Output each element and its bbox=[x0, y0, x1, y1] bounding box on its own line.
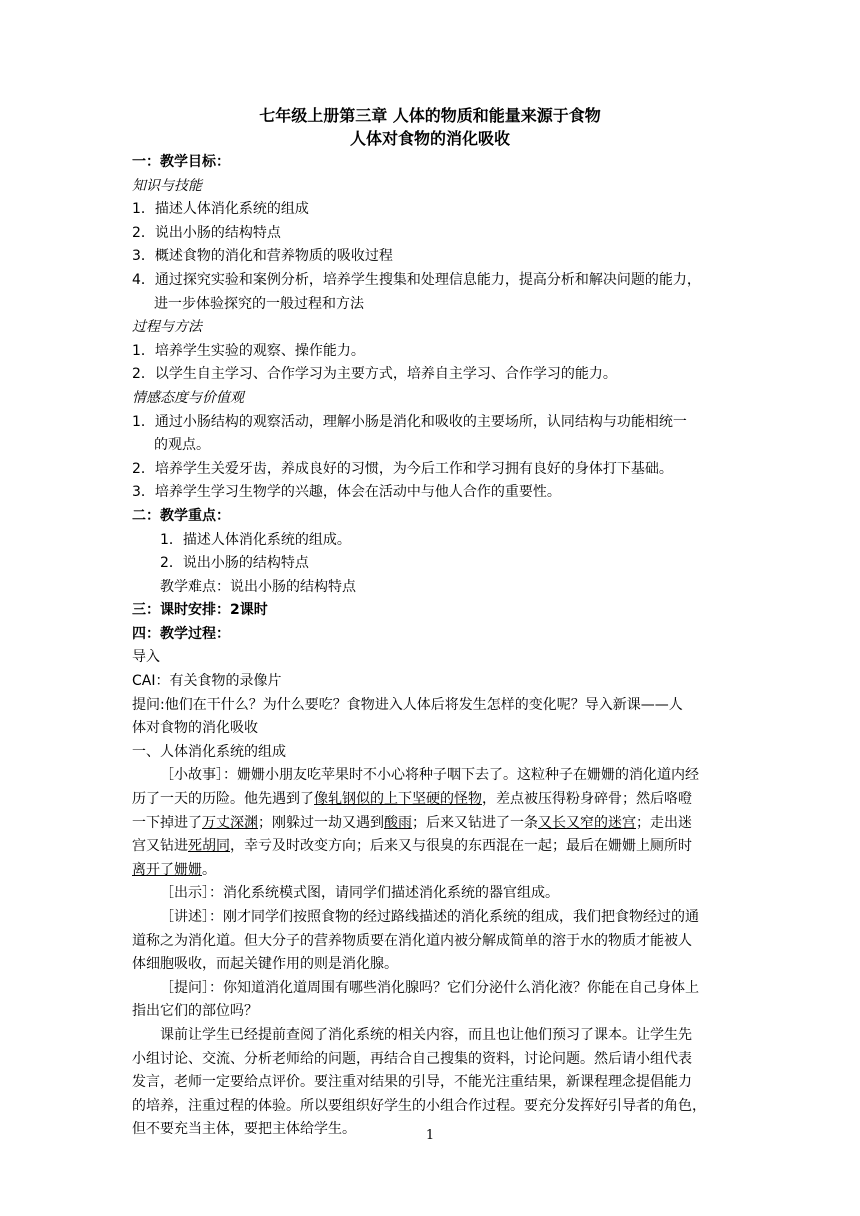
document-body bbox=[132, 151, 732, 1142]
document-subtitle: 人体对食物的消化吸收 bbox=[349, 129, 510, 148]
ask-line: 指出它们的部位吗？ bbox=[132, 1003, 258, 1020]
underlined-phrase: 死胡同 bbox=[188, 838, 230, 855]
question-line: 体对食物的消化吸收 bbox=[132, 720, 258, 737]
underlined-phrase: 离开了姗姗 bbox=[132, 861, 202, 878]
section-heading-process: 四：教学过程： bbox=[132, 625, 230, 642]
story-line: 宫又钻进死胡同，幸亏及时改变方向；后来又与很臭的东西混在一起；最后在姗姗上厕所时 bbox=[132, 838, 692, 855]
list-item: 2．以学生自主学习、合作学习为主要方式，培养自主学习、合作学习的能力。 bbox=[132, 366, 617, 383]
list-item: 2．说出小肠的结构特点 bbox=[160, 555, 309, 572]
difficulty-text: 教学难点：说出小肠的结构特点 bbox=[160, 578, 356, 595]
document-title: 七年级上册第三章 人体的物质和能量来源于食物 bbox=[259, 106, 601, 125]
cai-line: CAI：有关食物的录像片 bbox=[132, 673, 282, 690]
list-item-continuation: 的观点。 bbox=[154, 437, 210, 454]
list-item: 1．通过小肠结构的观察活动，理解小肠是消化和吸收的主要场所，认同结构与功能相统一 bbox=[132, 413, 687, 430]
note-line: 发言，老师一定要给点评价。要注重对结果的引导，不能光注重结果，新课程理念提倡能力 bbox=[132, 1074, 692, 1091]
underlined-phrase: 万丈深渊 bbox=[202, 814, 258, 831]
note-line: 的培养，注重过程的体验。所以要组织好学生的小组合作过程。要充分发挥好引导者的角色， bbox=[132, 1097, 706, 1114]
ask-line: ［提问］：你知道消化道周围有哪些消化腺吗？它们分泌什么消化液？你能在自己身体上 bbox=[160, 979, 699, 996]
list-item: 2．培养学生关爱牙齿，养成良好的习惯，为今后工作和学习拥有良好的身体打下基础。 bbox=[132, 460, 673, 477]
lecture-line: 道称之为消化道。但大分子的营养物质要在消化道内被分解成简单的溶于水的物质才能被人 bbox=[132, 932, 692, 949]
intro-label: 导入 bbox=[132, 649, 160, 666]
section-heading-objectives: 一：教学目标： bbox=[132, 154, 230, 170]
list-item: 1．描述人体消化系统的组成 bbox=[132, 201, 309, 218]
story-line: ［小故事］：姗姗小朋友吃苹果时不小心将种子咽下去了。这粒种子在姗姗的消化道内经 bbox=[160, 767, 699, 784]
list-item: 3．培养学生学习生物学的兴趣，体会在活动中与他人合作的重要性。 bbox=[132, 484, 561, 501]
list-item: 1．培养学生实验的观察、操作能力。 bbox=[132, 342, 365, 359]
underlined-phrase: 像轧钢似的上下坚硬的怪物 bbox=[314, 791, 482, 808]
list-item-continuation: 进一步体验探究的一般过程和方法 bbox=[154, 295, 364, 312]
list-item: 4．通过探究实验和案例分析，培养学生搜集和处理信息能力，提高分析和解决问题的能力， bbox=[132, 271, 701, 288]
story-line: 离开了姗姗。 bbox=[132, 861, 216, 878]
subheading-knowledge: 知识与技能 bbox=[132, 177, 202, 194]
story-line: 一下掉进了万丈深渊；刚躲过一劫又遇到酸雨；后来又钻进了一条又长又窄的迷宫；走出迷 bbox=[132, 814, 692, 831]
underlined-phrase: 酸雨 bbox=[384, 814, 412, 831]
lecture-line: ［讲述］：刚才同学们按照食物的经过路线描述的消化系统的组成，我们把食物经过的通 bbox=[160, 909, 699, 925]
list-item: 2．说出小肠的结构特点 bbox=[132, 224, 281, 241]
list-item: 1．描述人体消化系统的组成。 bbox=[160, 531, 351, 548]
list-item: 3．概述食物的消化和营养物质的吸收过程 bbox=[132, 248, 393, 265]
subheading-emotion: 情感态度与价值观 bbox=[132, 389, 244, 406]
underlined-phrase: 又长又窄的迷宫 bbox=[538, 814, 636, 831]
show-line: ［出示］：消化系统模式图，请同学们描述消化系统的器官组成。 bbox=[160, 885, 559, 902]
section-heading-key-points: 二：教学重点： bbox=[132, 507, 230, 524]
lecture-line: 体细胞吸收，而起关键作用的则是消化腺。 bbox=[132, 956, 398, 973]
page-number: 1 bbox=[425, 1128, 435, 1143]
story-line: 历了一天的历险。他先遇到了像轧钢似的上下坚硬的怪物，差点被压得粉身碎骨；然后咯噔 bbox=[132, 791, 692, 808]
subheading-process: 过程与方法 bbox=[132, 319, 202, 336]
note-line: 课前让学生已经提前查阅了消化系统的相关内容，而且也让他们预习了课本。让学生先 bbox=[160, 1026, 692, 1043]
subsection-heading: 一、人体消化系统的组成 bbox=[132, 743, 286, 760]
question-line: 提问:他们在干什么？为什么要吃？食物进入人体后将发生怎样的变化呢？导入新课——人 bbox=[132, 696, 683, 713]
note-line: 但不要充当主体，要把主体给学生。 bbox=[132, 1121, 356, 1138]
note-line: 小组讨论、交流、分析老师给的问题，再结合自己搜集的资料，讨论问题。然后请小组代表 bbox=[132, 1050, 692, 1067]
section-heading-schedule: 三：课时安排：2课时 bbox=[132, 602, 268, 619]
